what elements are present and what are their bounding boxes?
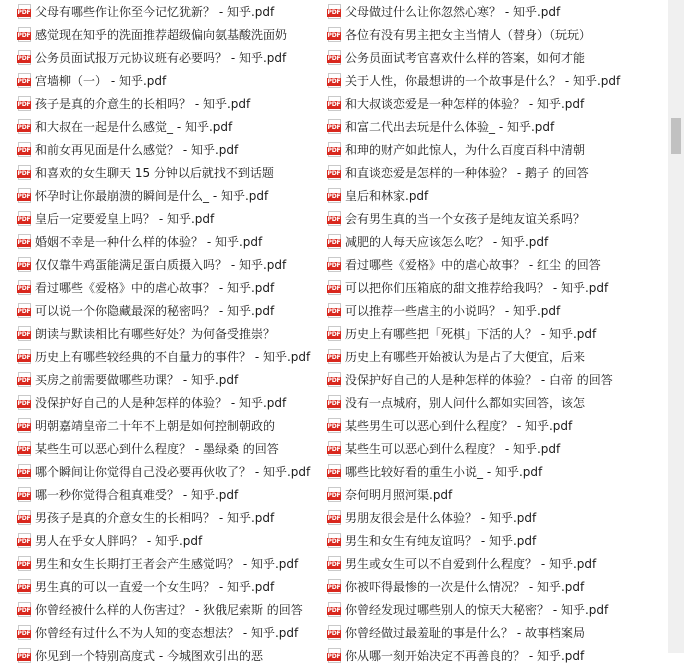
- pdf-badge: PDF: [17, 538, 31, 545]
- file-name: 历史上有哪些把「死棋」下活的人？ - 知乎.pdf: [345, 327, 597, 341]
- file-name: 某些生可以恶心到什么程度？ - 墨绿桑 的回答: [35, 442, 279, 456]
- pdf-badge: PDF: [17, 584, 31, 591]
- file-item[interactable]: [328, 621, 608, 644]
- file-item[interactable]: [328, 644, 608, 667]
- pdf-file-icon: [328, 50, 341, 65]
- pdf-badge: PDF: [327, 9, 341, 16]
- file-item[interactable]: [327, 69, 621, 92]
- file-item[interactable]: [18, 46, 300, 69]
- file-name: 哪个瞬间让你觉得自己没必要再伙收了？ - 知乎.pdf: [35, 465, 311, 479]
- file-column-left: [18, 0, 318, 667]
- pdf-file-icon: [328, 579, 341, 594]
- pdf-badge: PDF: [17, 147, 31, 154]
- pdf-file-icon: [18, 4, 31, 19]
- pdf-badge: PDF: [17, 469, 31, 476]
- pdf-file-icon: [328, 165, 341, 180]
- file-item[interactable]: [328, 483, 608, 506]
- file-name: 你曾经发现过哪些别人的惊天大秘密？ - 知乎.pdf: [345, 603, 609, 617]
- pdf-file-icon: [18, 602, 31, 617]
- file-item[interactable]: [17, 598, 303, 621]
- pdf-badge: PDF: [17, 216, 31, 223]
- pdf-file-icon: [328, 625, 341, 640]
- pdf-badge: PDF: [327, 124, 341, 131]
- file-name: 和前女再见面是什么感觉？ - 知乎.pdf: [35, 143, 239, 157]
- pdf-badge: PDF: [17, 239, 31, 246]
- pdf-file-icon: [18, 648, 31, 663]
- pdf-file-icon: [328, 326, 341, 341]
- pdf-badge: PDF: [327, 515, 341, 522]
- file-name: 男生和女生有纯友谊吗？ - 知乎.pdf: [345, 534, 537, 548]
- pdf-badge: PDF: [327, 55, 341, 62]
- file-name: 奈何明月照河渠.pdf: [345, 488, 453, 502]
- pdf-badge: PDF: [327, 285, 341, 292]
- file-name: 你见到一个特别高度式 - 今城图欢引出的恶: [35, 649, 263, 663]
- pdf-badge: PDF: [17, 32, 31, 39]
- file-item[interactable]: [328, 184, 608, 207]
- pdf-file-icon: [18, 418, 31, 433]
- pdf-file-icon: [18, 119, 31, 134]
- pdf-badge: PDF: [327, 331, 341, 338]
- file-column-right: [328, 0, 628, 667]
- file-item[interactable]: [18, 23, 300, 46]
- file-name: 没保护好自己的人是种怎样的体验？ - 知乎.pdf: [35, 396, 287, 410]
- file-name: 哪些比较好看的重生小说_ - 知乎.pdf: [345, 465, 543, 479]
- file-name: 哪一秒你觉得合租真难受？ - 知乎.pdf: [35, 488, 239, 502]
- pdf-badge: PDF: [17, 561, 31, 568]
- pdf-file-icon: [328, 119, 341, 134]
- file-name: 孩子是真的介意生的长相吗？ - 知乎.pdf: [35, 97, 251, 111]
- pdf-file-icon: [18, 142, 31, 157]
- file-name: 某些生可以恶心到什么程度？ - 知乎.pdf: [345, 442, 561, 456]
- pdf-badge: PDF: [17, 124, 31, 131]
- file-name: 买房之前需要做哪些功课？ - 知乎.pdf: [35, 373, 239, 387]
- file-name: 你从哪一刻开始决定不再善良的？ - 知乎.pdf: [345, 649, 585, 663]
- pdf-badge: PDF: [327, 446, 341, 453]
- file-item[interactable]: [18, 368, 300, 391]
- pdf-badge: PDF: [327, 78, 341, 85]
- pdf-badge: PDF: [327, 216, 341, 223]
- pdf-badge: PDF: [17, 400, 31, 407]
- file-item[interactable]: [328, 207, 608, 230]
- pdf-badge: PDF: [327, 170, 341, 177]
- file-item[interactable]: [328, 437, 608, 460]
- file-item[interactable]: [328, 0, 608, 23]
- pdf-file-icon: [18, 73, 31, 88]
- file-item[interactable]: [328, 529, 608, 552]
- file-name: 和大叔在一起是什么感觉_ - 知乎.pdf: [35, 120, 233, 134]
- pdf-badge: PDF: [17, 285, 31, 292]
- pdf-file-icon: [328, 142, 341, 157]
- file-item[interactable]: [328, 138, 608, 161]
- pdf-file-icon: [18, 395, 31, 410]
- file-name: 你曾经被什么样的人伤害过？ - 狄俄尼索斯 的回答: [35, 603, 303, 617]
- file-name: 男人在乎女人胖吗？ - 知乎.pdf: [35, 534, 203, 548]
- file-name: 怀孕时让你最崩溃的瞬间是什么_ - 知乎.pdf: [35, 189, 269, 203]
- pdf-file-icon: [18, 257, 31, 272]
- file-name: 各位有没有男主把女主当情人（替身）（玩玩）: [345, 28, 592, 42]
- pdf-file-icon: [328, 372, 341, 387]
- pdf-badge: PDF: [17, 653, 31, 660]
- file-item[interactable]: [18, 322, 300, 345]
- file-item[interactable]: [18, 207, 300, 230]
- file-item[interactable]: [328, 460, 608, 483]
- file-item[interactable]: [18, 391, 300, 414]
- file-name: 历史上有哪些开始被认为是占了大便宜，后来: [345, 350, 586, 364]
- file-name: 男生和女生长期打王者会产生感觉吗？ - 知乎.pdf: [35, 557, 299, 571]
- file-item[interactable]: [18, 644, 300, 667]
- pdf-badge: PDF: [17, 170, 31, 177]
- file-name: 会有男生真的当一个女孩子是纯友谊关系吗？: [345, 212, 586, 226]
- pdf-badge: PDF: [327, 262, 341, 269]
- pdf-file-icon: [328, 257, 341, 272]
- file-item[interactable]: [328, 46, 608, 69]
- file-item[interactable]: [18, 92, 300, 115]
- file-item[interactable]: [18, 506, 300, 529]
- file-item[interactable]: [18, 0, 300, 23]
- pdf-file-icon: [18, 27, 31, 42]
- file-item[interactable]: [18, 575, 300, 598]
- file-name: 父母有哪些作让你至今记忆犹新？ - 知乎.pdf: [35, 5, 275, 19]
- file-name: 男孩子是真的介意女生的长相吗？ - 知乎.pdf: [35, 511, 275, 525]
- pdf-badge: PDF: [327, 147, 341, 154]
- pdf-file-icon: [328, 556, 341, 571]
- pdf-badge: PDF: [17, 423, 31, 430]
- file-item[interactable]: [328, 299, 608, 322]
- pdf-badge: PDF: [327, 607, 341, 614]
- file-name: 减肥的人每天应该怎么吃？ - 知乎.pdf: [345, 235, 549, 249]
- file-name: 仅仅靠牛鸡蛋能满足蛋白质摄入吗？ - 知乎.pdf: [35, 258, 287, 272]
- file-item[interactable]: [327, 368, 613, 391]
- pdf-badge: PDF: [17, 354, 31, 361]
- file-name: 感觉现在知乎的洗面推荐超级偏向氨基酸洗面奶: [35, 28, 288, 42]
- file-name: 关于人性，你最想讲的一个故事是什么？ - 知乎.pdf: [345, 74, 621, 88]
- pdf-badge: PDF: [17, 377, 31, 384]
- pdf-file-icon: [18, 510, 31, 525]
- file-item[interactable]: [328, 506, 608, 529]
- file-item[interactable]: [328, 115, 608, 138]
- pdf-file-icon: [328, 73, 341, 88]
- pdf-file-icon: [18, 372, 31, 387]
- pdf-file-icon: [18, 188, 31, 203]
- file-name: 男生或女生可以不自爱到什么程度？ - 知乎.pdf: [345, 557, 597, 571]
- pdf-badge: PDF: [327, 630, 341, 637]
- pdf-file-icon: [328, 602, 341, 617]
- file-name: 明朝嘉靖皇帝二十年不上朝是如何控制朝政的: [35, 419, 276, 433]
- file-name: 男生真的可以一直爱一个女生吗？ - 知乎.pdf: [35, 580, 275, 594]
- file-name: 可以推荐一些虐主的小说吗？ - 知乎.pdf: [345, 304, 561, 318]
- file-name: 婚姻不幸是一种什么样的体验？ - 知乎.pdf: [35, 235, 263, 249]
- file-name: 公务员面试考官喜欢什么样的答案，如何才能: [345, 51, 586, 65]
- file-item[interactable]: [328, 92, 608, 115]
- pdf-file-icon: [328, 211, 341, 226]
- pdf-file-icon: [328, 188, 341, 203]
- pdf-file-icon: [18, 211, 31, 226]
- file-item[interactable]: [328, 391, 608, 414]
- pdf-file-icon: [18, 464, 31, 479]
- pdf-file-icon: [328, 533, 341, 548]
- file-name: 历史上有哪些较经典的不自量力的事件？ - 知乎.pdf: [35, 350, 311, 364]
- pdf-badge: PDF: [17, 630, 31, 637]
- file-name: 皇后和林家.pdf: [345, 189, 429, 203]
- pdf-file-icon: [328, 510, 341, 525]
- pdf-badge: PDF: [327, 653, 341, 660]
- pdf-badge: PDF: [17, 607, 31, 614]
- file-item[interactable]: [18, 299, 300, 322]
- file-name: 看过哪些《爱格》中的虐心故事？ - 红尘 的回答: [345, 258, 601, 272]
- file-item[interactable]: [328, 161, 608, 184]
- file-item[interactable]: [18, 414, 300, 437]
- pdf-badge: PDF: [327, 101, 341, 108]
- file-item[interactable]: [18, 437, 300, 460]
- file-item[interactable]: [328, 414, 608, 437]
- pdf-badge: PDF: [327, 492, 341, 499]
- file-name: 和珅的财产如此惊人，为什么百度百科中清朝: [345, 143, 586, 157]
- pdf-badge: PDF: [327, 400, 341, 407]
- pdf-badge: PDF: [327, 32, 341, 39]
- pdf-badge: PDF: [17, 9, 31, 16]
- file-item[interactable]: [328, 552, 608, 575]
- pdf-badge: PDF: [327, 538, 341, 545]
- file-name: 看过哪些《爱格》中的虐心故事？ - 知乎.pdf: [35, 281, 275, 295]
- pdf-file-icon: [18, 234, 31, 249]
- pdf-badge: PDF: [17, 515, 31, 522]
- file-name: 皇后一定要爱皇上吗？ - 知乎.pdf: [35, 212, 215, 226]
- file-item[interactable]: [328, 276, 608, 299]
- file-item[interactable]: [18, 276, 300, 299]
- pdf-file-icon: [18, 280, 31, 295]
- pdf-file-icon: [18, 441, 31, 456]
- file-item[interactable]: [18, 161, 300, 184]
- pdf-badge: PDF: [327, 584, 341, 591]
- file-item[interactable]: [18, 184, 300, 207]
- pdf-badge: PDF: [17, 446, 31, 453]
- file-name: 某些男生可以恶心到什么程度？ - 知乎.pdf: [345, 419, 573, 433]
- pdf-file-icon: [328, 487, 341, 502]
- pdf-file-icon: [328, 280, 341, 295]
- pdf-file-icon: [18, 96, 31, 111]
- pdf-badge: PDF: [17, 331, 31, 338]
- pdf-badge: PDF: [17, 55, 31, 62]
- file-item[interactable]: [328, 253, 608, 276]
- file-item[interactable]: [328, 322, 608, 345]
- pdf-badge: PDF: [17, 492, 31, 499]
- pdf-file-icon: [328, 648, 341, 663]
- file-name: 你被吓得最惨的一次是什么情况？ - 知乎.pdf: [345, 580, 585, 594]
- file-name: 你曾经有过什么不为人知的变态想法？ - 知乎.pdf: [35, 626, 299, 640]
- file-item[interactable]: [17, 345, 311, 368]
- file-item[interactable]: [18, 253, 300, 276]
- pdf-badge: PDF: [327, 308, 341, 315]
- file-item[interactable]: [328, 345, 608, 368]
- file-name: 没有一点城府，别人问什么都如实回答，该怎: [345, 396, 586, 410]
- scrollbar-thumb[interactable]: [671, 118, 681, 154]
- file-item[interactable]: [18, 552, 300, 575]
- file-item[interactable]: [328, 575, 608, 598]
- pdf-file-icon: [328, 27, 341, 42]
- file-item[interactable]: [18, 138, 300, 161]
- pdf-badge: PDF: [327, 561, 341, 568]
- pdf-badge: PDF: [327, 193, 341, 200]
- pdf-badge: PDF: [327, 239, 341, 246]
- pdf-badge: PDF: [327, 377, 341, 384]
- pdf-file-icon: [328, 4, 341, 19]
- pdf-badge: PDF: [327, 354, 341, 361]
- pdf-file-icon: [328, 395, 341, 410]
- pdf-badge: PDF: [327, 423, 341, 430]
- pdf-file-icon: [18, 165, 31, 180]
- file-item[interactable]: [17, 460, 311, 483]
- file-name: 父母做过什么让你忽然心寒？ - 知乎.pdf: [345, 5, 561, 19]
- pdf-file-icon: [18, 50, 31, 65]
- pdf-badge: PDF: [327, 469, 341, 476]
- pdf-file-icon: [328, 234, 341, 249]
- file-item[interactable]: [18, 529, 300, 552]
- file-name: 和直谈恋爱是怎样的一种体验？ - 鹅子 的回答: [345, 166, 589, 180]
- pdf-file-icon: [18, 556, 31, 571]
- pdf-badge: PDF: [17, 101, 31, 108]
- file-name: 和富二代出去玩是什么体验_ - 知乎.pdf: [345, 120, 555, 134]
- file-name: 宫墙柳（一） - 知乎.pdf: [35, 74, 167, 88]
- pdf-file-icon: [18, 303, 31, 318]
- file-item[interactable]: [18, 621, 300, 644]
- pdf-file-icon: [328, 418, 341, 433]
- file-name: 没保护好自己的人是种怎样的体验？ - 白帝 的回答: [345, 373, 613, 387]
- pdf-file-icon: [18, 533, 31, 548]
- file-item[interactable]: [328, 230, 608, 253]
- file-item[interactable]: [18, 230, 300, 253]
- file-name: 你曾经做过最羞耻的事是什么？ - 故事档案局: [345, 626, 585, 640]
- pdf-file-icon: [18, 579, 31, 594]
- file-item[interactable]: [328, 23, 608, 46]
- file-name: 和大叔谈恋爱是一种怎样的体验？ - 知乎.pdf: [345, 97, 585, 111]
- pdf-badge: PDF: [17, 78, 31, 85]
- pdf-badge: PDF: [17, 193, 31, 200]
- pdf-file-icon: [18, 349, 31, 364]
- pdf-file-icon: [18, 487, 31, 502]
- file-name: 公务员面试报万元协议班有必要吗？ - 知乎.pdf: [35, 51, 287, 65]
- file-name: 和喜欢的女生聊天 15 分钟以后就找不到话题: [35, 166, 274, 180]
- pdf-badge: PDF: [17, 308, 31, 315]
- file-item[interactable]: [18, 69, 300, 92]
- vertical-scrollbar[interactable]: [668, 0, 684, 653]
- file-name: 可以把你们压箱底的甜文推荐给我吗？ - 知乎.pdf: [345, 281, 609, 295]
- pdf-file-icon: [328, 96, 341, 111]
- pdf-file-icon: [328, 303, 341, 318]
- pdf-badge: PDF: [17, 262, 31, 269]
- file-name: 男朋友很会是什么体验？ - 知乎.pdf: [345, 511, 537, 525]
- pdf-file-icon: [328, 464, 341, 479]
- file-item[interactable]: [18, 115, 300, 138]
- file-name: 朗读与默读相比有哪些好处？为何备受推崇？: [35, 327, 276, 341]
- pdf-file-icon: [328, 441, 341, 456]
- file-item[interactable]: [328, 598, 608, 621]
- pdf-file-icon: [18, 625, 31, 640]
- pdf-file-icon: [328, 349, 341, 364]
- file-name: 可以说一个你隐藏最深的秘密吗？ - 知乎.pdf: [35, 304, 275, 318]
- pdf-file-icon: [18, 326, 31, 341]
- file-item[interactable]: [18, 483, 300, 506]
